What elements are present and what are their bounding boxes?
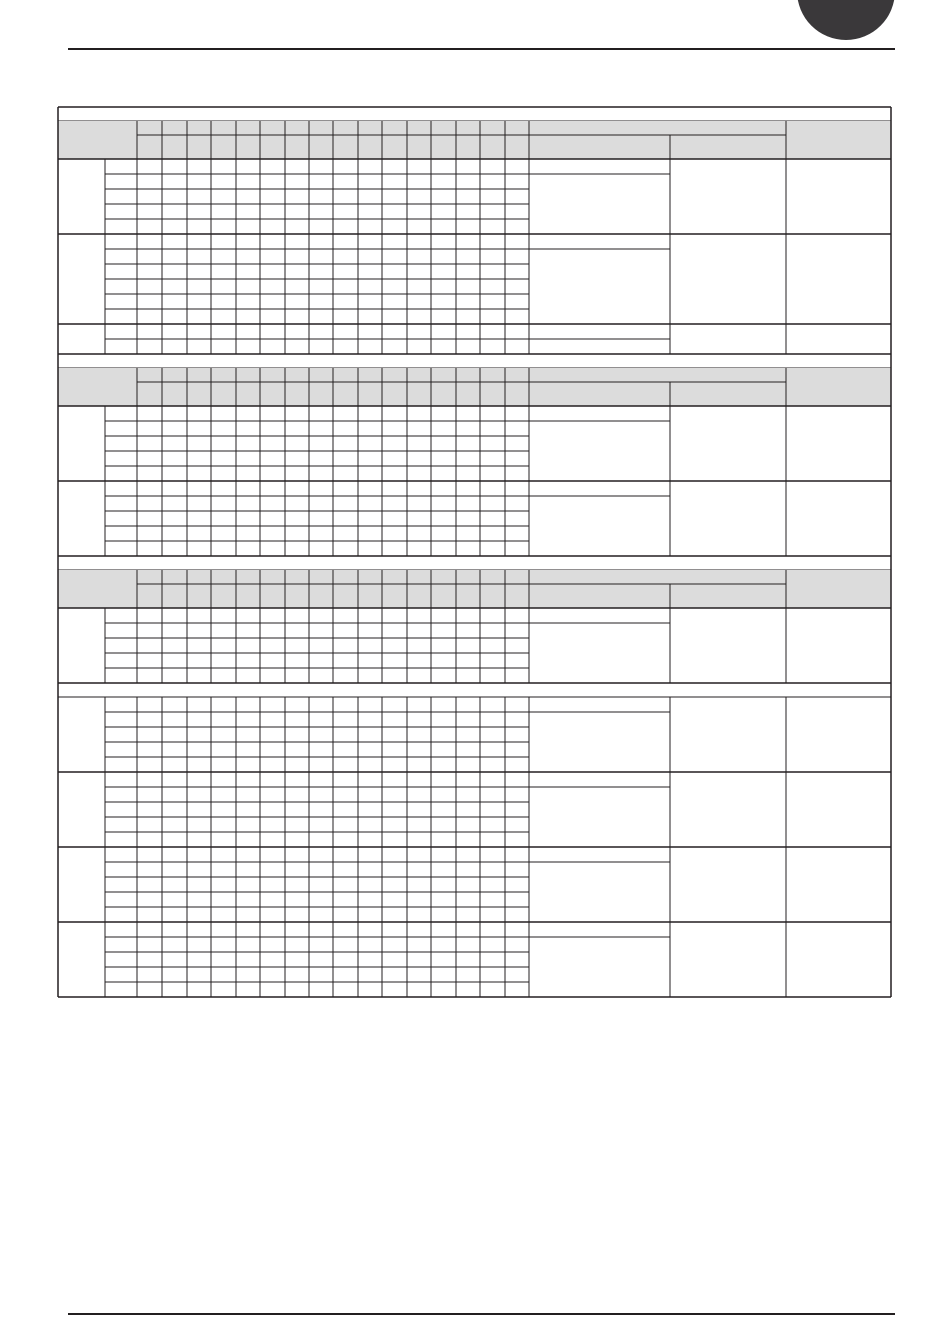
section-header-band [58, 121, 891, 159]
section-header-band [58, 368, 891, 406]
section-header-band [58, 570, 891, 608]
